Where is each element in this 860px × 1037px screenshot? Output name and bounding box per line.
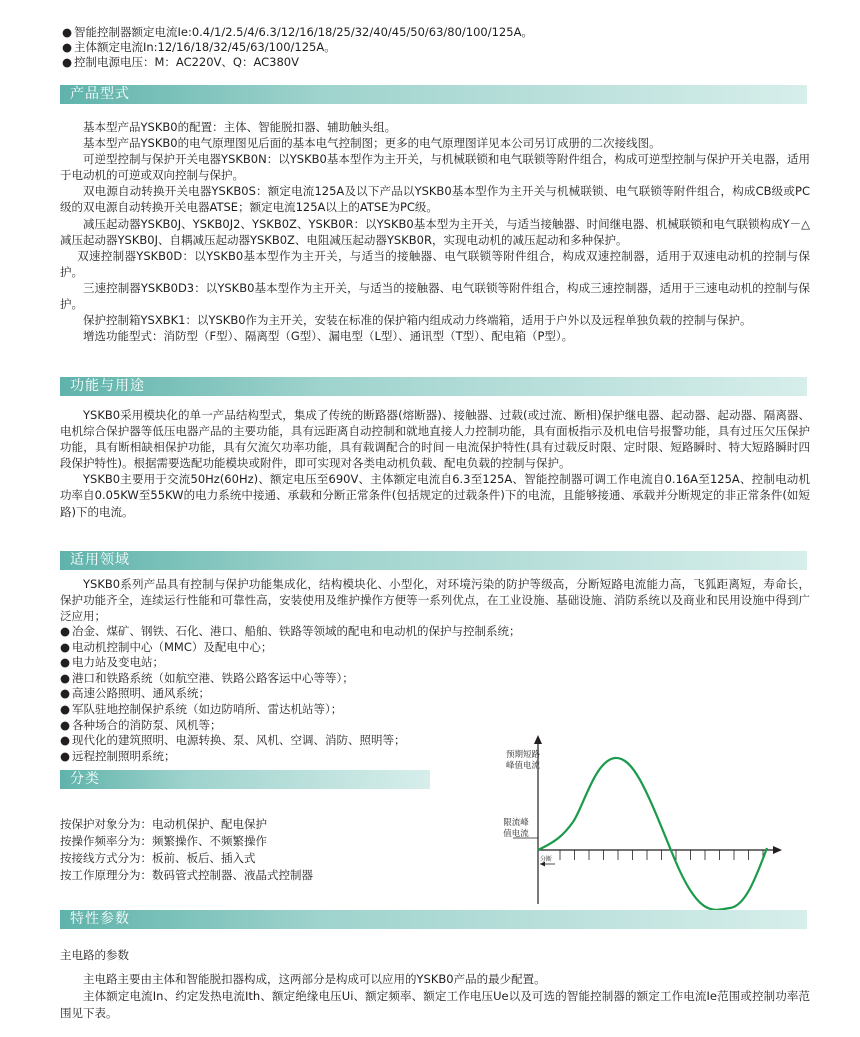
models-body (60, 119, 810, 344)
classification-line: 按操作频率分为：频繁操作、不频繁操作 (60, 834, 267, 848)
bullet-icon: ● (60, 702, 71, 716)
list-item: ● 电力站及变电站； (60, 655, 164, 670)
bullet-icon: ● (60, 748, 71, 763)
classification-line: 按接线方式分为：板前、板后、插入式 (60, 851, 256, 865)
bullet-icon: ● (62, 55, 73, 69)
section-header-parameters (60, 910, 807, 929)
paragraph: 双速控制器YSKB0D：以YSKB0基本型作为主开关，与适当的接触器、电气联锁等附件组合，构成双速控制器，适用于双速电动机的控制与保护。 (60, 248, 810, 279)
bullet-icon: ● (60, 686, 71, 701)
bullet-icon: ● (60, 717, 71, 732)
paragraph: 主电路主要由主体和智能脱扣器构成，这两部分是构成可以应用的YSKB0产品的最少配置。 (83, 972, 546, 986)
section-title: 特性参数 (70, 911, 130, 927)
bullet-icon: ● (60, 655, 71, 670)
section-header-functions (60, 377, 807, 396)
current-waveform (538, 758, 767, 910)
paragraph: 基本型产品YSKB0的电气原理图见后面的基本电气控制图；更多的电气原理图详见本公司另订成册的二次接线图。 (83, 136, 661, 151)
paragraph: 三速控制器YSKB0D3：以YSKB0基本型作为主开关，与适当的接触器、电气联锁等附件组合，构成三速控制器，适用于三速电动机的控制与保护。 (60, 280, 810, 312)
current-limiting-diagram (485, 730, 815, 910)
paragraph: YSKB0系列产品具有控制与保护功能集成化，结构模块化、小型化，对环境污染的防护等级高，分断短路电流能力高，飞狐距离短，寿命长，保护功能齐全，连续运行性能和可靠性高，安装使用及维护操作方便等一系列优点，在工业设施、基础设施、消防系统以及商业和民用设施中得到广泛应用； (60, 577, 810, 624)
axis-ticks (560, 850, 763, 860)
list-item: ● 远程控制照明系统； (60, 748, 176, 763)
bullet-icon: ● (60, 624, 71, 638)
functions-body (60, 407, 810, 520)
bullet-icon: ● (60, 670, 71, 685)
paragraph: YSKB0主要用于交流50Hz(60Hz)、额定电压至690V、主体额定电流自6.3至125A、智能控制器可调工作电流自0.16A至125A、控制电动机功率自0.05KW至55KW的电力系统中接通、承载和分断正常条件(包括规定的过载条件)下的电流，且能够接通、承载并分断规定的非正常条件(如短路)下的电流。 (60, 472, 810, 519)
section-header-models (60, 85, 807, 104)
break-label: 分断 (539, 856, 553, 863)
x-axis-arrow-icon (773, 846, 782, 854)
section-title: 产品型式 (70, 86, 130, 102)
limit-current-label: 限流峰 (503, 818, 529, 828)
peak-current-label: 预期短路 (505, 750, 541, 760)
classification-line: 按工作原理分为：数码管式控制器、液晶式控制器 (60, 868, 313, 882)
paragraph: 双电源自动转换开关电器YSKB0S：额定电流125A及以下产品以YSKB0基本型作为主开关与机械联锁、电气联锁等附件组合，构成CB级或PC级的双电源自动转换开关电器ATSE；额定电流125A以上的ATSE为PC级。 (60, 184, 810, 215)
list-item: ● 港口和铁路系统（如航空港、铁路公路客运中心等等）； (60, 670, 354, 685)
peak-current-label-2: 峰值电流 (505, 761, 541, 771)
y-axis-arrow-icon (534, 735, 542, 744)
bullet-icon: ● (60, 733, 71, 748)
classification-line: 按保护对象分为：电动机保护、配电保护 (60, 817, 267, 831)
section-header-applications (60, 551, 807, 570)
list-item: ● 高速公路照明、通风系统； (60, 686, 210, 701)
list-item: ● 现代化的建筑照明、电源转换、泵、风机、空调、消防、照明等； (60, 733, 406, 748)
bullet-icon: ● (62, 25, 73, 39)
list-item: ● 军队驻地控制保护系统（如边防哨所、雷达机站等）； (60, 702, 343, 716)
section-title: 分类 (70, 771, 100, 787)
list-item: ● 各种场合的消防泵、风机等； (60, 717, 222, 732)
parameters-subtitle: 主电路的参数 (60, 948, 129, 962)
list-item: ● 电动机控制中心（MMC）及配电中心； (60, 639, 273, 654)
paragraph: 减压起动器YSKB0J、YSKB0J2、YSKB0Z、YSKB0R：以YSKB0基本型为主开关，与适当接触器、时间继电器、机械联锁和电气联锁构成Y－△减压起动器YSKB0J、自耦减压起动器YSKB0Z、电阻减压起动器YSKB0R，实现电动机的减压起动和多种保护。 (60, 216, 810, 247)
paragraph: 增选功能型式：消防型（F型）、隔离型（G型）、漏电型（L型）、通讯型（T型）、配电箱（P型）。 (83, 329, 574, 344)
section-title: 适用领域 (70, 552, 130, 568)
bullet-icon: ● (60, 639, 71, 654)
intro-bullet-1: ● 智能控制器额定电流Ie:0.4/1/2.5/4/6.3/12/16/18/25/32/40/45/50/63/80/100/125A。 (62, 25, 533, 39)
limit-current-label-2: 值电流 (503, 829, 529, 839)
paragraph: 主体额定电流In、约定发热电流Ith、额定绝缘电压Ui、额定频率、额定工作电压Ue以及可选的智能控制器的额定工作电流Ie范围或控制功率范围见下表。 (60, 989, 810, 1020)
intro-bullet-3: ● 控制电源电压：M：AC220V、Q：AC380V (62, 55, 299, 69)
section-title: 功能与用途 (70, 378, 145, 394)
parameters-body (60, 971, 810, 1022)
paragraph: 可逆型控制与保护开关电器YSKB0N：以YSKB0基本型作为主开关，与机械联锁和电气联锁等附件组合，构成可逆型控制与保护开关电器，适用于电动机的可逆或双向控制与保护。 (60, 152, 810, 183)
section-header-classification (60, 770, 430, 789)
intro-bullet-2: ● 主体额定电流In:12/16/18/32/45/63/100/125A。 (62, 40, 336, 54)
paragraph: 基本型产品YSKB0的配置：主体、智能脱扣器、辅助触头组。 (83, 120, 397, 134)
paragraph: 保护控制箱YSXBK1：以YSKB0作为主开关，安装在标准的保护箱内组成动力终端箱，适用于户外以及远程单独负载的控制与保护。 (83, 313, 752, 328)
list-item: ● 冶金、煤矿、钢铁、石化、港口、船舶、铁路等领域的配电和电动机的保护与控制系统； (60, 624, 521, 638)
paragraph: YSKB0采用模块化的单一产品结构型式，集成了传统的断路器(熔断器)、接触器、过载(或过流、断相)保护继电器、起动器、起动器、隔离器、电机综合保护器等低压电器产品的主要功能，具有远距离自动控制和就地直接人力控制功能，具有面板指示及机电信号报警功能，具有过压欠压保护功能，具有断相缺相保护功能，具有欠流欠功率功能，具有载调配合的时间－电流保护特性(具有过载反时限、定时限、短路瞬时、特大短路瞬时四段保护特性)。根据需要选配功能模块或附件，即可实现对各类电动机负载、配电负载的控制与保护。 (60, 408, 810, 471)
applications-body (60, 576, 810, 624)
bullet-icon: ● (62, 40, 73, 54)
